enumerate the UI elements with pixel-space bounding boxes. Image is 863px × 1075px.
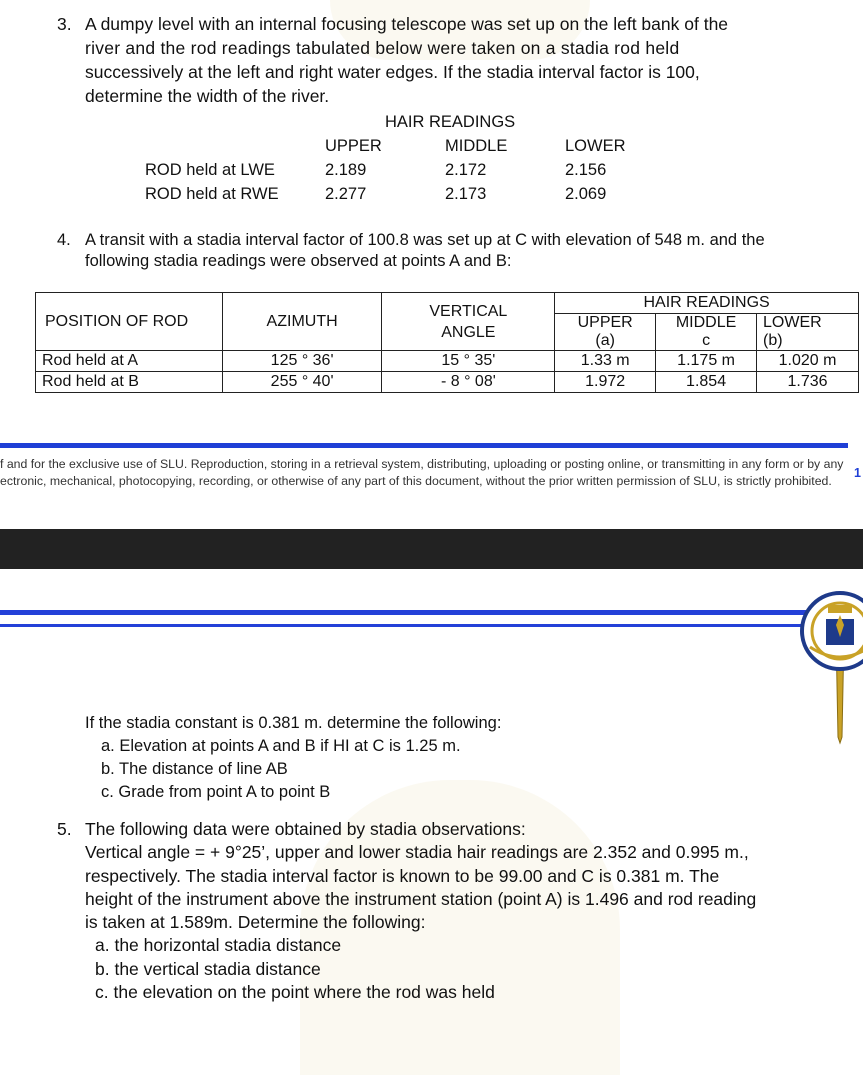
text-line: height of the instrument above the instrument station (point A) is 1.496 and rod reading bbox=[85, 888, 757, 909]
table-title: HAIR READINGS bbox=[385, 113, 516, 131]
text-line: is taken at 1.589m. Determine the following: bbox=[85, 912, 426, 933]
cell-lower: 2.156 bbox=[565, 161, 607, 179]
header-line: MIDDLE bbox=[675, 314, 737, 331]
question-text bbox=[85, 818, 855, 1004]
list-item: c. the elevation on the point where the rod was held bbox=[95, 982, 495, 1003]
table-row bbox=[36, 372, 859, 393]
cell-position: Rod held at B bbox=[36, 372, 223, 393]
university-seal bbox=[798, 585, 863, 745]
question-number: 5. bbox=[57, 819, 72, 839]
text-line: determine the width of the river. bbox=[85, 86, 330, 106]
header-line: VERTICAL bbox=[429, 302, 508, 320]
cell-middle: 2.173 bbox=[445, 185, 487, 203]
page-number: 1 bbox=[854, 466, 861, 480]
footer-rule bbox=[0, 443, 848, 448]
header-hair-readings: HAIR READINGS bbox=[555, 293, 859, 314]
header-upper bbox=[555, 314, 656, 351]
text-line: successively at the left and right water edges. If the stadia interval factor is 100, bbox=[85, 62, 700, 82]
header-lower bbox=[757, 314, 859, 351]
cell-azimuth: 255 ° 40' bbox=[222, 372, 382, 393]
header-line: c bbox=[702, 332, 711, 349]
header-rule-bottom bbox=[0, 624, 808, 627]
cell-azimuth: 125 ° 36' bbox=[222, 351, 382, 372]
header-line: (a) bbox=[595, 332, 615, 349]
cell-vertical: 15 ° 35' bbox=[382, 351, 555, 372]
cell-upper: 1.972 bbox=[555, 372, 656, 393]
text-line: The following data were obtained by stadia observations: bbox=[85, 819, 526, 839]
cell-upper: 1.33 m bbox=[555, 351, 656, 372]
cell-lower: 1.020 m bbox=[757, 351, 859, 372]
cell-lower: 1.736 bbox=[757, 372, 859, 393]
question-text bbox=[85, 230, 855, 272]
header-middle bbox=[656, 314, 757, 351]
text-line: respectively. The stadia interval factor is known to be 99.00 and C is 0.381 m. The bbox=[85, 865, 720, 886]
cell-middle: 2.172 bbox=[445, 161, 487, 179]
header-middle: MIDDLE bbox=[445, 137, 508, 155]
table-row bbox=[36, 351, 859, 372]
cell-position: Rod held at A bbox=[36, 351, 223, 372]
list-item: c. Grade from point A to point B bbox=[101, 783, 331, 801]
list-item: b. The distance of line AB bbox=[101, 760, 288, 778]
text-line: Vertical angle = + 9°25’, upper and lower stadia hair readings are 2.352 and 0.995 m., bbox=[85, 842, 749, 863]
list-item: a. the horizontal stadia distance bbox=[95, 935, 342, 956]
text-line: A transit with a stadia interval factor of 100.8 was set up at C with elevation of 548 m. and the bbox=[85, 231, 765, 249]
question-4-continuation bbox=[85, 712, 785, 804]
cell-lower: 2.069 bbox=[565, 185, 607, 203]
cell-upper: 2.277 bbox=[325, 185, 367, 203]
cell-middle: 1.175 m bbox=[656, 351, 757, 372]
row-label: ROD held at LWE bbox=[145, 161, 275, 179]
header-line: LOWER bbox=[763, 314, 822, 331]
text-line: A dumpy level with an internal focusing telescope was set up on the left bank of the bbox=[85, 14, 729, 34]
copyright-line-2: ectronic, mechanical, photocopying, recording, or otherwise of any part of this document, without the prior written permission of SLU, is strictly prohibited. bbox=[0, 474, 832, 488]
cell-vertical: - 8 ° 08' bbox=[382, 372, 555, 393]
row-label: ROD held at RWE bbox=[145, 185, 279, 203]
header-position: POSITION OF ROD bbox=[36, 293, 223, 351]
header-line: UPPER bbox=[577, 314, 633, 331]
list-item: a. Elevation at points A and B if HI at C is 1.25 m. bbox=[101, 737, 461, 755]
list-item: b. the vertical stadia distance bbox=[95, 958, 321, 979]
header-line: ANGLE bbox=[441, 323, 496, 341]
header-lower: LOWER bbox=[565, 137, 626, 155]
text-line: If the stadia constant is 0.381 m. determine the following: bbox=[85, 714, 502, 732]
question-number: 4. bbox=[57, 231, 71, 249]
header-rule-top bbox=[0, 610, 808, 615]
text-line: river and the rod readings tabulated below were taken on a stadia rod held bbox=[85, 38, 680, 58]
question-text bbox=[85, 12, 845, 108]
header-upper: UPPER bbox=[325, 137, 382, 155]
cell-upper: 2.189 bbox=[325, 161, 367, 179]
header-azimuth: AZIMUTH bbox=[222, 293, 382, 351]
seal-icon bbox=[798, 585, 863, 745]
stadia-readings-table bbox=[35, 292, 859, 393]
header-vertical-angle bbox=[382, 293, 555, 351]
page-separator bbox=[0, 529, 863, 569]
text-line: following stadia readings were observed at points A and B: bbox=[85, 252, 512, 270]
copyright-line-1: f and for the exclusive use of SLU. Reproduction, storing in a retrieval system, distributing, uploading or posting online, or transmitting in any form or by any bbox=[0, 457, 844, 471]
header-line: (b) bbox=[763, 332, 783, 349]
cell-middle: 1.854 bbox=[656, 372, 757, 393]
question-number: 3. bbox=[57, 14, 72, 34]
